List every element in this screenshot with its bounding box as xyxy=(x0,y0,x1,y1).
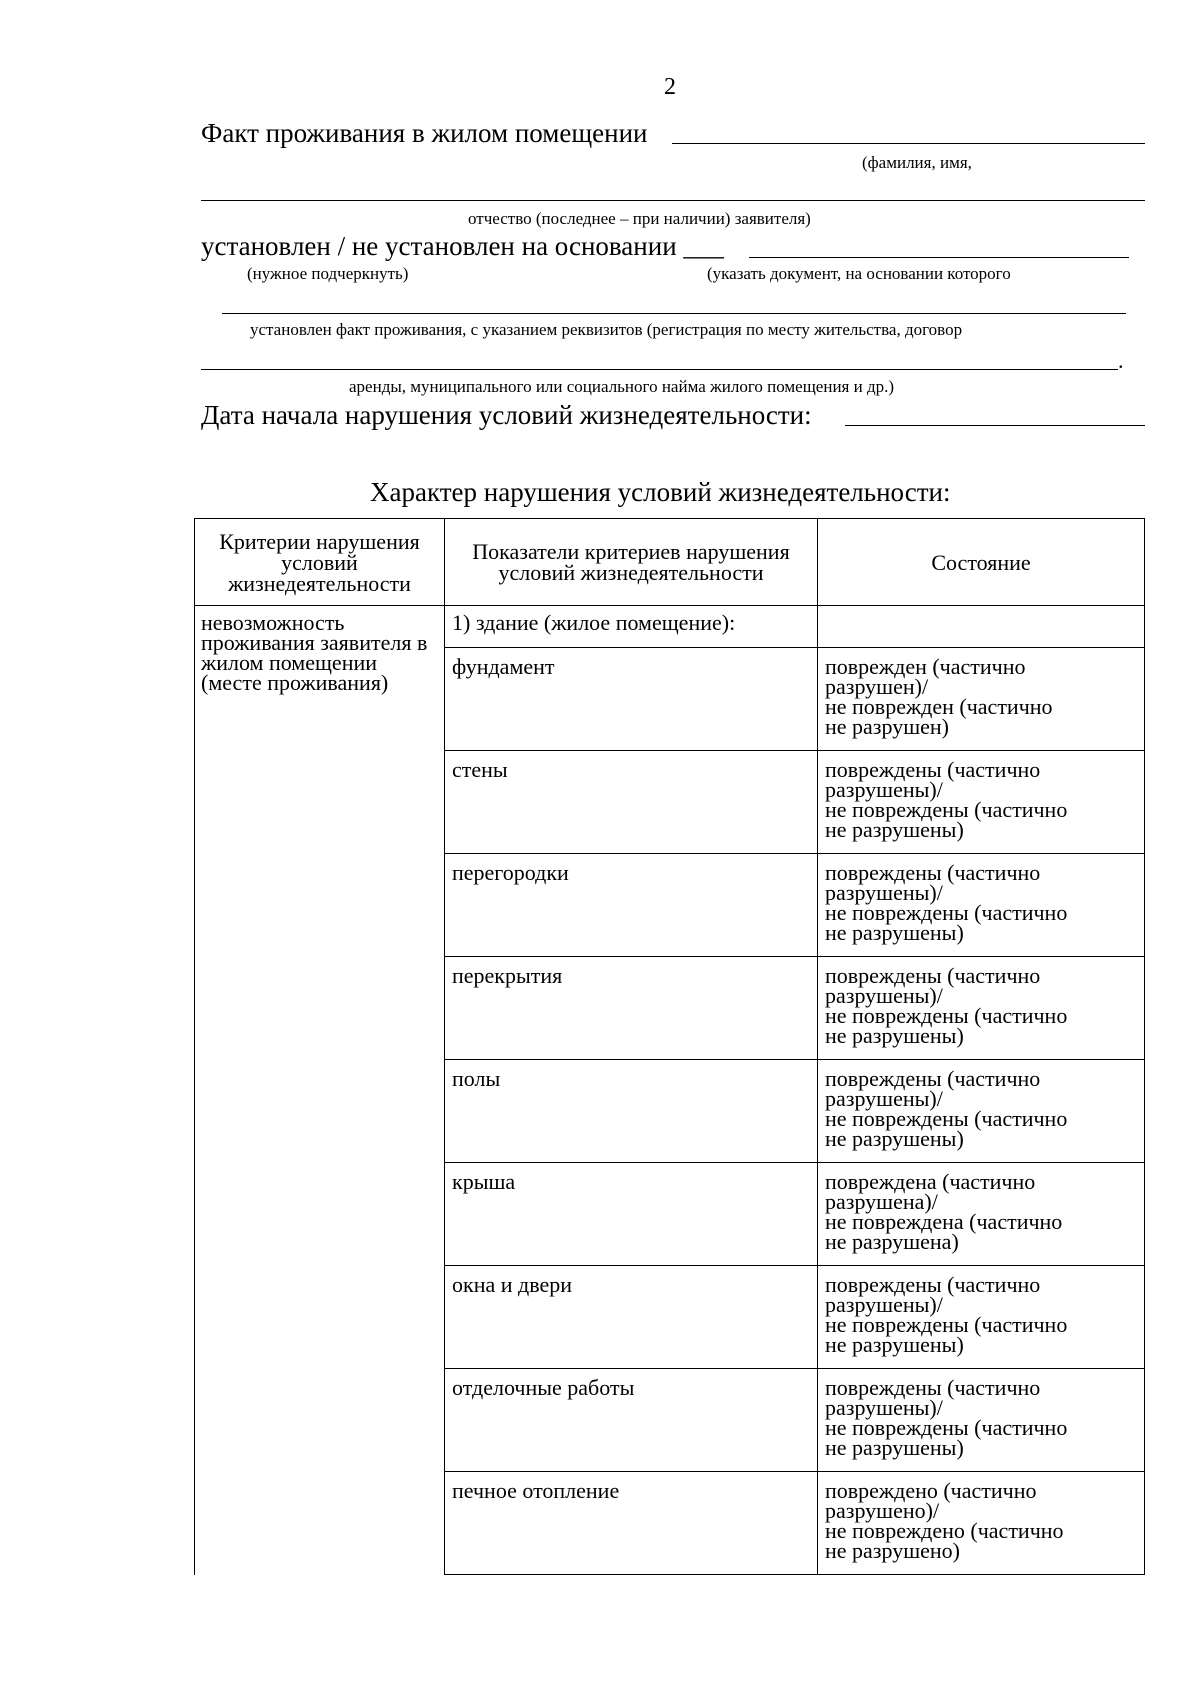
state-line: не разрушены) xyxy=(825,1435,964,1460)
lease-line-period: . xyxy=(1118,348,1124,373)
state-line: разрушены)/ xyxy=(825,777,943,802)
criterion-text: невозможность проживания заявителя в жилом помещении (месте проживания) xyxy=(201,610,428,695)
state-cell xyxy=(818,648,1145,751)
state-cell xyxy=(818,751,1145,854)
page-number: 2 xyxy=(664,74,676,100)
state-line: разрушены)/ xyxy=(825,983,943,1008)
state-line: разрушено)/ xyxy=(825,1498,940,1523)
table-row xyxy=(195,606,1145,648)
indicator-cell: окна и двери xyxy=(445,1266,818,1369)
state-line: не разрушены) xyxy=(825,1126,964,1151)
requisites-line xyxy=(222,313,1126,314)
state-cell xyxy=(818,854,1145,957)
indicator-cell: фундамент xyxy=(445,648,818,751)
state-line: не разрушены) xyxy=(825,817,964,842)
state-line: не разрушена) xyxy=(825,1229,959,1254)
hint-lease: аренды, муниципального или социального найма жилого помещения и др.) xyxy=(349,377,895,396)
indicator-cell: печное отопление xyxy=(445,1472,818,1575)
state-cell xyxy=(818,957,1145,1060)
criterion-cell xyxy=(195,606,445,1575)
lease-line xyxy=(201,369,1118,370)
state-line: повреждены (частично xyxy=(825,1375,1041,1400)
state-line: повреждены (частично xyxy=(825,1272,1041,1297)
state-line: разрушены)/ xyxy=(825,1292,943,1317)
state-line: не повреждена (частично xyxy=(825,1209,1063,1234)
patronymic-line xyxy=(201,200,1145,201)
indicator-cell: полы xyxy=(445,1060,818,1163)
state-line: не повреждены (частично xyxy=(825,1106,1068,1131)
table-title: Характер нарушения условий жизнедеятельности: xyxy=(370,477,951,507)
state-line: не повреждено (частично xyxy=(825,1518,1064,1543)
violation-table xyxy=(194,518,1145,1575)
state-cell xyxy=(818,1369,1145,1472)
state-line: не повреждены (частично xyxy=(825,900,1068,925)
state-line: разрушены)/ xyxy=(825,1086,943,1111)
state-line: повреждены (частично xyxy=(825,963,1041,988)
state-line: повреждена (частично xyxy=(825,1169,1036,1194)
start-date-label: Дата начала нарушения условий жизнедеятельности: xyxy=(201,400,812,430)
header-criteria: Критерии нарушения условий жизнедеятельности xyxy=(195,519,445,606)
state-cell xyxy=(818,1060,1145,1163)
hint-underline: (нужное подчеркнуть) xyxy=(247,264,409,283)
hint-requisites: установлен факт проживания, с указанием реквизитов (регистрация по месту жительства, договор xyxy=(250,320,963,339)
state-line: повреждены (частично xyxy=(825,1066,1041,1091)
state-line: не повреждены (частично xyxy=(825,1003,1068,1028)
fact-name-line xyxy=(672,143,1145,144)
table-header-row xyxy=(195,519,1145,606)
state-line: повреждены (частично xyxy=(825,757,1041,782)
fact-label: Факт проживания в жилом помещении xyxy=(201,118,648,148)
hint-patronymic: отчество (последнее – при наличии) заявителя) xyxy=(468,209,811,228)
hint-name: (фамилия, имя, xyxy=(862,153,972,172)
state-line: не разрушено) xyxy=(825,1538,961,1563)
state-line: повреждены (частично xyxy=(825,860,1041,885)
status-line: установлен / не установлен на основании ___ xyxy=(201,231,724,261)
indicator-cell: перекрытия xyxy=(445,957,818,1060)
indicator-cell: перегородки xyxy=(445,854,818,957)
state-line: разрушены)/ xyxy=(825,880,943,905)
state-line: не поврежден (частично xyxy=(825,694,1053,719)
state-line: поврежден (частично xyxy=(825,654,1026,679)
indicator-cell: 1) здание (жилое помещение): xyxy=(445,606,818,648)
hint-document: (указать документ, на основании которого xyxy=(707,264,1011,283)
state-cell xyxy=(818,1163,1145,1266)
state-line: разрушены)/ xyxy=(825,1395,943,1420)
state-line: не повреждены (частично xyxy=(825,1415,1068,1440)
state-line: не повреждены (частично xyxy=(825,1312,1068,1337)
state-line: не разрушены) xyxy=(825,1332,964,1357)
start-date-line xyxy=(845,425,1145,426)
header-indicators: Показатели критериев нарушения условий жизнедеятельности xyxy=(445,519,818,606)
state-line: разрушена)/ xyxy=(825,1189,938,1214)
state-cell xyxy=(818,1472,1145,1575)
state-line: разрушен)/ xyxy=(825,674,929,699)
state-cell xyxy=(818,606,1145,648)
indicator-cell: отделочные работы xyxy=(445,1369,818,1472)
state-line: не повреждены (частично xyxy=(825,797,1068,822)
state-line: не разрушен) xyxy=(825,714,950,739)
state-cell xyxy=(818,1266,1145,1369)
document-line xyxy=(749,257,1129,258)
state-line: не разрушены) xyxy=(825,920,964,945)
indicator-cell: стены xyxy=(445,751,818,854)
header-state: Состояние xyxy=(818,519,1145,606)
state-line: повреждено (частично xyxy=(825,1478,1037,1503)
indicator-cell: крыша xyxy=(445,1163,818,1266)
state-line: не разрушены) xyxy=(825,1023,964,1048)
